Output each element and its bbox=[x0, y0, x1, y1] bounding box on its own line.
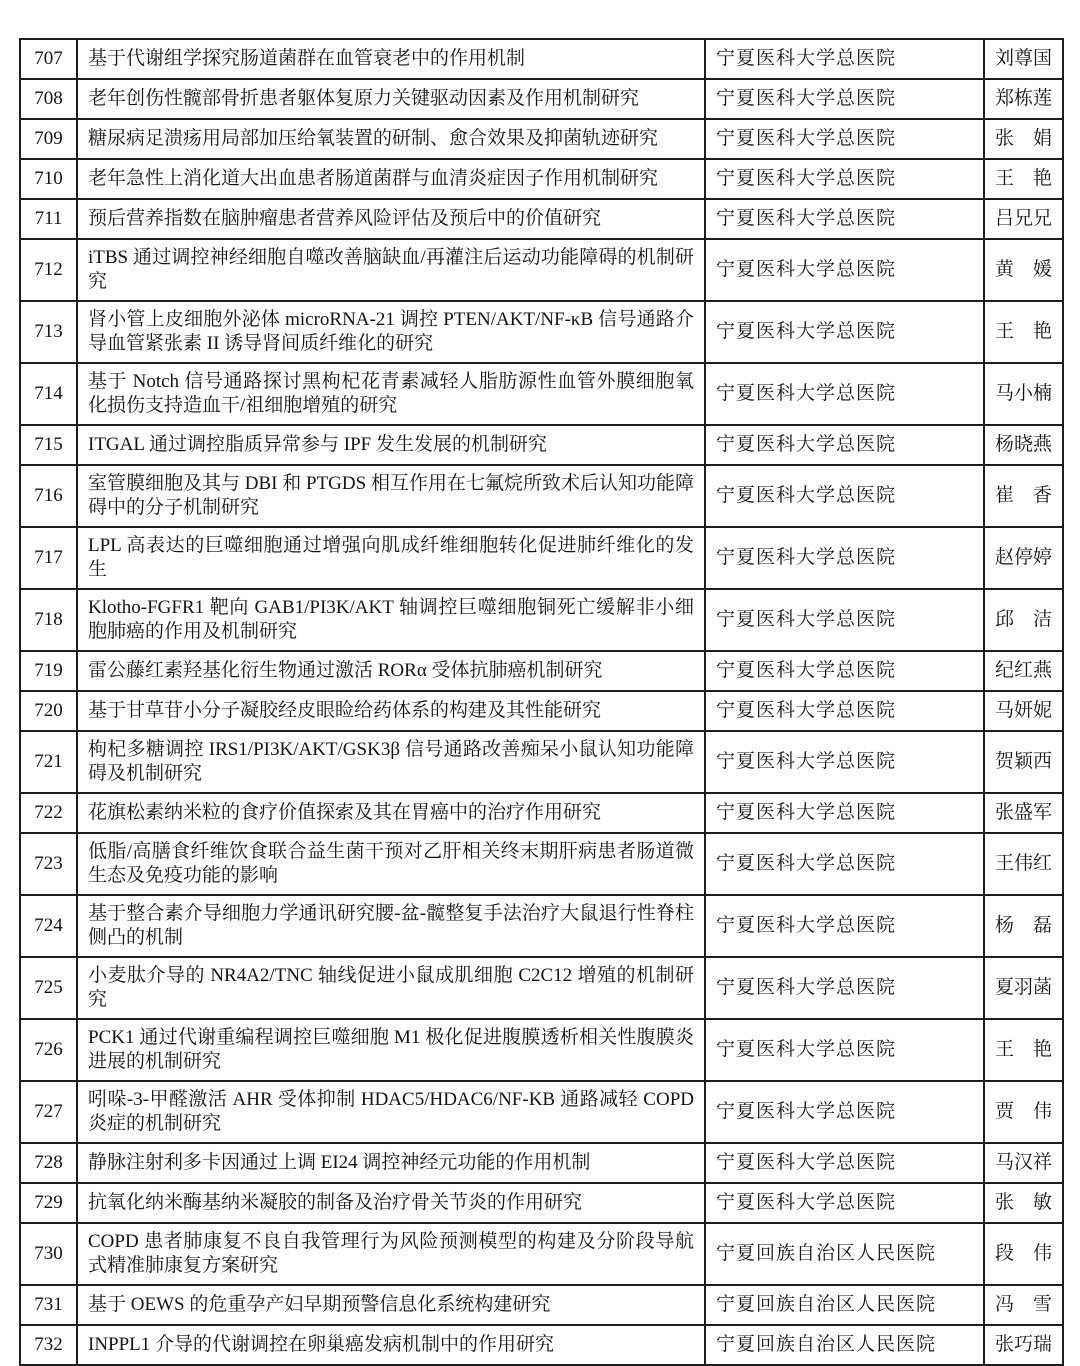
leader-name-cell: 张盛军 bbox=[984, 793, 1063, 833]
project-title-cell: 预后营养指数在脑肿瘤患者营养风险评估及预后中的价值研究 bbox=[77, 199, 705, 239]
institution-cell: 宁夏医科大学总医院 bbox=[705, 1183, 984, 1223]
row-number-cell: 730 bbox=[20, 1223, 77, 1285]
leader-name-cell: 杨晓燕 bbox=[984, 425, 1063, 465]
row-number-cell: 720 bbox=[20, 691, 77, 731]
table-row bbox=[20, 1081, 1063, 1143]
institution-cell: 宁夏医科大学总医院 bbox=[705, 1019, 984, 1081]
institution-cell: 宁夏医科大学总医院 bbox=[705, 527, 984, 589]
institution-cell: 宁夏医科大学总医院 bbox=[705, 793, 984, 833]
table-row bbox=[20, 1223, 1063, 1285]
row-number-cell: 709 bbox=[20, 119, 77, 159]
table-row bbox=[20, 589, 1063, 651]
institution-cell: 宁夏医科大学总医院 bbox=[705, 239, 984, 301]
project-title-cell: 老年急性上消化道大出血患者肠道菌群与血清炎症因子作用机制研究 bbox=[77, 159, 705, 199]
project-title-cell: 糖尿病足溃疡用局部加压给氧装置的研制、愈合效果及抑菌轨迹研究 bbox=[77, 119, 705, 159]
project-title-cell: 基于 OEWS 的危重孕产妇早期预警信息化系统构建研究 bbox=[77, 1285, 705, 1325]
project-title-cell: 基于 Notch 信号通路探讨黑枸杞花青素减轻人脂肪源性血管外膜细胞氧化损伤支持造血干/祖细胞增殖的研究 bbox=[77, 363, 705, 425]
project-title-cell: 基于甘草苷小分子凝胶经皮眼睑给药体系的构建及其性能研究 bbox=[77, 691, 705, 731]
table-row bbox=[20, 1325, 1063, 1365]
institution-cell: 宁夏医科大学总医院 bbox=[705, 1143, 984, 1183]
leader-name-cell: 马汉祥 bbox=[984, 1143, 1063, 1183]
leader-name-cell: 邱 洁 bbox=[984, 589, 1063, 651]
table-row bbox=[20, 1285, 1063, 1325]
row-number-cell: 721 bbox=[20, 731, 77, 793]
institution-cell: 宁夏医科大学总医院 bbox=[705, 833, 984, 895]
row-number-cell: 715 bbox=[20, 425, 77, 465]
table-row bbox=[20, 793, 1063, 833]
table-row bbox=[20, 119, 1063, 159]
leader-name-cell: 杨 磊 bbox=[984, 895, 1063, 957]
table-row bbox=[20, 425, 1063, 465]
row-number-cell: 713 bbox=[20, 301, 77, 363]
row-number-cell: 717 bbox=[20, 527, 77, 589]
row-number-cell: 731 bbox=[20, 1285, 77, 1325]
project-title-cell: 室管膜细胞及其与 DBI 和 PTGDS 相互作用在七氟烷所致术后认知功能障碍中的分子机制研究 bbox=[77, 465, 705, 527]
table-row bbox=[20, 79, 1063, 119]
row-number-cell: 728 bbox=[20, 1143, 77, 1183]
row-number-cell: 722 bbox=[20, 793, 77, 833]
project-title-cell: COPD 患者肺康复不良自我管理行为风险预测模型的构建及分阶段导航式精准肺康复方案研究 bbox=[77, 1223, 705, 1285]
table-row bbox=[20, 527, 1063, 589]
row-number-cell: 729 bbox=[20, 1183, 77, 1223]
leader-name-cell: 马小楠 bbox=[984, 363, 1063, 425]
row-number-cell: 719 bbox=[20, 651, 77, 691]
institution-cell: 宁夏医科大学总医院 bbox=[705, 589, 984, 651]
project-title-cell: 基于代谢组学探究肠道菌群在血管衰老中的作用机制 bbox=[77, 39, 705, 79]
leader-name-cell: 张巧瑞 bbox=[984, 1325, 1063, 1365]
leader-name-cell: 王 艳 bbox=[984, 1019, 1063, 1081]
leader-name-cell: 张 敏 bbox=[984, 1183, 1063, 1223]
institution-cell: 宁夏医科大学总医院 bbox=[705, 957, 984, 1019]
institution-cell: 宁夏医科大学总医院 bbox=[705, 39, 984, 79]
project-title-cell: PCK1 通过代谢重编程调控巨噬细胞 M1 极化促进腹膜透析相关性腹膜炎进展的机制研究 bbox=[77, 1019, 705, 1081]
leader-name-cell: 刘尊国 bbox=[984, 39, 1063, 79]
row-number-cell: 712 bbox=[20, 239, 77, 301]
institution-cell: 宁夏医科大学总医院 bbox=[705, 895, 984, 957]
leader-name-cell: 马妍妮 bbox=[984, 691, 1063, 731]
project-title-cell: 枸杞多糖调控 IRS1/PI3K/AKT/GSK3β 信号通路改善痴呆小鼠认知功能障碍及机制研究 bbox=[77, 731, 705, 793]
row-number-cell: 716 bbox=[20, 465, 77, 527]
table-row bbox=[20, 239, 1063, 301]
project-title-cell: 吲哚-3-甲醛激活 AHR 受体抑制 HDAC5/HDAC6/NF-KB 通路减轻 COPD 炎症的机制研究 bbox=[77, 1081, 705, 1143]
project-title-cell: 老年创伤性髋部骨折患者躯体复原力关键驱动因素及作用机制研究 bbox=[77, 79, 705, 119]
row-number-cell: 726 bbox=[20, 1019, 77, 1081]
institution-cell: 宁夏医科大学总医院 bbox=[705, 199, 984, 239]
leader-name-cell: 张 娟 bbox=[984, 119, 1063, 159]
table-row bbox=[20, 1143, 1063, 1183]
table-row bbox=[20, 651, 1063, 691]
leader-name-cell: 王 艳 bbox=[984, 159, 1063, 199]
leader-name-cell: 王伟红 bbox=[984, 833, 1063, 895]
project-title-cell: 低脂/高膳食纤维饮食联合益生菌干预对乙肝相关终末期肝病患者肠道微生态及免疫功能的影响 bbox=[77, 833, 705, 895]
table-row bbox=[20, 691, 1063, 731]
project-title-cell: LPL 高表达的巨噬细胞通过增强向肌成纤维细胞转化促进肺纤维化的发生 bbox=[77, 527, 705, 589]
project-title-cell: iTBS 通过调控神经细胞自噬改善脑缺血/再灌注后运动功能障碍的机制研究 bbox=[77, 239, 705, 301]
institution-cell: 宁夏医科大学总医院 bbox=[705, 651, 984, 691]
institution-cell: 宁夏医科大学总医院 bbox=[705, 691, 984, 731]
institution-cell: 宁夏医科大学总医院 bbox=[705, 731, 984, 793]
project-table-body bbox=[20, 39, 1063, 1365]
table-row bbox=[20, 301, 1063, 363]
leader-name-cell: 贾 伟 bbox=[984, 1081, 1063, 1143]
leader-name-cell: 赵停婷 bbox=[984, 527, 1063, 589]
project-title-cell: 抗氧化纳米酶基纳米凝胶的制备及治疗骨关节炎的作用研究 bbox=[77, 1183, 705, 1223]
project-table bbox=[19, 38, 1064, 1366]
leader-name-cell: 段 伟 bbox=[984, 1223, 1063, 1285]
institution-cell: 宁夏医科大学总医院 bbox=[705, 119, 984, 159]
institution-cell: 宁夏回族自治区人民医院 bbox=[705, 1285, 984, 1325]
table-row bbox=[20, 833, 1063, 895]
row-number-cell: 711 bbox=[20, 199, 77, 239]
project-title-cell: 花旗松素纳米粒的食疗价值探索及其在胃癌中的治疗作用研究 bbox=[77, 793, 705, 833]
institution-cell: 宁夏医科大学总医院 bbox=[705, 1081, 984, 1143]
table-row bbox=[20, 957, 1063, 1019]
row-number-cell: 708 bbox=[20, 79, 77, 119]
project-title-cell: 肾小管上皮细胞外泌体 microRNA-21 调控 PTEN/AKT/NF-κB 信号通路介导血管紧张素 II 诱导肾间质纤维化的研究 bbox=[77, 301, 705, 363]
institution-cell: 宁夏医科大学总医院 bbox=[705, 465, 984, 527]
row-number-cell: 707 bbox=[20, 39, 77, 79]
table-row bbox=[20, 1183, 1063, 1223]
table-row bbox=[20, 1019, 1063, 1081]
project-title-cell: Klotho-FGFR1 靶向 GAB1/PI3K/AKT 轴调控巨噬细胞铜死亡缓解非小细胞肺癌的作用及机制研究 bbox=[77, 589, 705, 651]
row-number-cell: 718 bbox=[20, 589, 77, 651]
institution-cell: 宁夏医科大学总医院 bbox=[705, 363, 984, 425]
project-title-cell: 基于整合素介导细胞力学通讯研究腰-盆-髋整复手法治疗大鼠退行性脊柱侧凸的机制 bbox=[77, 895, 705, 957]
leader-name-cell: 纪红燕 bbox=[984, 651, 1063, 691]
project-title-cell: ITGAL 通过调控脂质异常参与 IPF 发生发展的机制研究 bbox=[77, 425, 705, 465]
table-row bbox=[20, 363, 1063, 425]
leader-name-cell: 夏羽菡 bbox=[984, 957, 1063, 1019]
table-row bbox=[20, 39, 1063, 79]
row-number-cell: 725 bbox=[20, 957, 77, 1019]
leader-name-cell: 崔 香 bbox=[984, 465, 1063, 527]
institution-cell: 宁夏回族自治区人民医院 bbox=[705, 1325, 984, 1365]
table-row bbox=[20, 159, 1063, 199]
institution-cell: 宁夏医科大学总医院 bbox=[705, 425, 984, 465]
institution-cell: 宁夏医科大学总医院 bbox=[705, 159, 984, 199]
leader-name-cell: 冯 雪 bbox=[984, 1285, 1063, 1325]
institution-cell: 宁夏回族自治区人民医院 bbox=[705, 1223, 984, 1285]
row-number-cell: 724 bbox=[20, 895, 77, 957]
project-title-cell: 雷公藤红素羟基化衍生物通过激活 RORα 受体抗肺癌机制研究 bbox=[77, 651, 705, 691]
project-title-cell: 小麦肽介导的 NR4A2/TNC 轴线促进小鼠成肌细胞 C2C12 增殖的机制研究 bbox=[77, 957, 705, 1019]
institution-cell: 宁夏医科大学总医院 bbox=[705, 301, 984, 363]
row-number-cell: 732 bbox=[20, 1325, 77, 1365]
row-number-cell: 710 bbox=[20, 159, 77, 199]
table-row bbox=[20, 199, 1063, 239]
leader-name-cell: 黄 媛 bbox=[984, 239, 1063, 301]
table-row bbox=[20, 465, 1063, 527]
leader-name-cell: 贺颖西 bbox=[984, 731, 1063, 793]
row-number-cell: 714 bbox=[20, 363, 77, 425]
leader-name-cell: 吕兄兄 bbox=[984, 199, 1063, 239]
leader-name-cell: 王 艳 bbox=[984, 301, 1063, 363]
institution-cell: 宁夏医科大学总医院 bbox=[705, 79, 984, 119]
table-row bbox=[20, 895, 1063, 957]
row-number-cell: 727 bbox=[20, 1081, 77, 1143]
row-number-cell: 723 bbox=[20, 833, 77, 895]
table-row bbox=[20, 731, 1063, 793]
project-title-cell: INPPL1 介导的代谢调控在卵巢癌发病机制中的作用研究 bbox=[77, 1325, 705, 1365]
leader-name-cell: 郑栋莲 bbox=[984, 79, 1063, 119]
project-title-cell: 静脉注射利多卡因通过上调 EI24 调控神经元功能的作用机制 bbox=[77, 1143, 705, 1183]
